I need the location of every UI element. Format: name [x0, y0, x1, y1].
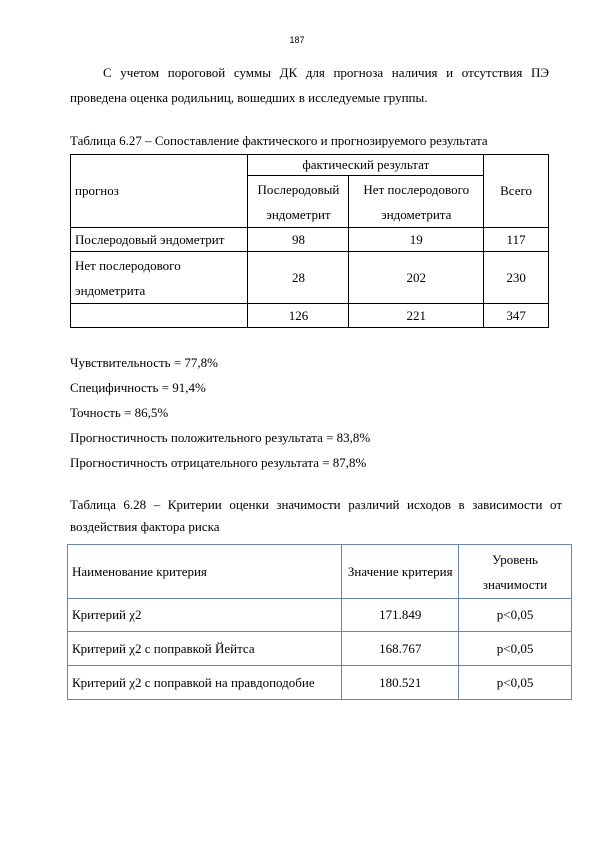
header-pe: Послеродовый эндометрит	[248, 176, 349, 228]
table2-caption: Таблица 6.28 – Критерии оценки значимости различий исходов в зависимости от воздействия фактора риска	[70, 497, 562, 534]
comparison-table	[70, 154, 549, 328]
criterion-level: p<0,05	[459, 632, 572, 666]
row-label	[71, 304, 248, 328]
row-label: Нет послеродового эндометрита	[71, 252, 248, 304]
criteria-table	[67, 544, 572, 700]
cell-value: 19	[349, 228, 484, 252]
table-row	[71, 228, 549, 252]
criterion-name: Критерий χ2 с поправкой на правдоподобие	[68, 666, 342, 700]
criterion-value: 180.521	[342, 666, 459, 700]
header-value: Значение критерия	[342, 545, 459, 599]
table-row-total	[71, 304, 549, 328]
cell-total: 117	[484, 228, 549, 252]
page-number: 187	[289, 35, 305, 45]
table-row	[68, 599, 572, 632]
intro-line-1: С учетом пороговой суммы ДК для прогноза наличия и отсутствия ПЭ	[103, 65, 549, 80]
header-total: Всего	[484, 155, 549, 228]
criterion-level: p<0,05	[459, 666, 572, 700]
table-row	[68, 666, 572, 700]
cell-value: 126	[248, 304, 349, 328]
cell-value: 28	[248, 252, 349, 304]
table1-caption: Таблица 6.27 – Сопоставление фактического и прогнозируемого результата	[70, 133, 488, 148]
row-label: Послеродовый эндометрит	[71, 228, 248, 252]
table-row	[68, 632, 572, 666]
criterion-name: Критерий χ2 с поправкой Йейтса	[68, 632, 342, 666]
metric-accuracy: Точность = 86,5%	[70, 405, 169, 420]
metric-sensitivity: Чувствительность = 77,8%	[70, 355, 218, 370]
criterion-value: 171.849	[342, 599, 459, 632]
header-fact: фактический результат	[248, 155, 484, 176]
intro-paragraph	[70, 60, 549, 110]
header-level: Уровень значимости	[459, 545, 572, 599]
cell-value: 221	[349, 304, 484, 328]
metrics-list	[70, 350, 370, 475]
intro-line-2: проведена оценка родильниц, вошедших в исследуемые группы.	[70, 90, 428, 105]
criterion-value: 168.767	[342, 632, 459, 666]
header-no-pe: Нет послеродового эндометрита	[349, 176, 484, 228]
metric-specificity: Специфичность = 91,4%	[70, 380, 206, 395]
metric-ppv: Прогностичность положительного результата = 83,8%	[70, 430, 371, 445]
cell-total: 347	[484, 304, 549, 328]
cell-total: 230	[484, 252, 549, 304]
metric-npv: Прогностичность отрицательного результата = 87,8%	[70, 455, 367, 470]
cell-value: 98	[248, 228, 349, 252]
criterion-level: p<0,05	[459, 599, 572, 632]
table-row	[71, 252, 549, 304]
header-prognoz: прогноз	[71, 155, 248, 228]
cell-value: 202	[349, 252, 484, 304]
header-name: Наименование критерия	[68, 545, 342, 599]
criterion-name: Критерий χ2	[68, 599, 342, 632]
